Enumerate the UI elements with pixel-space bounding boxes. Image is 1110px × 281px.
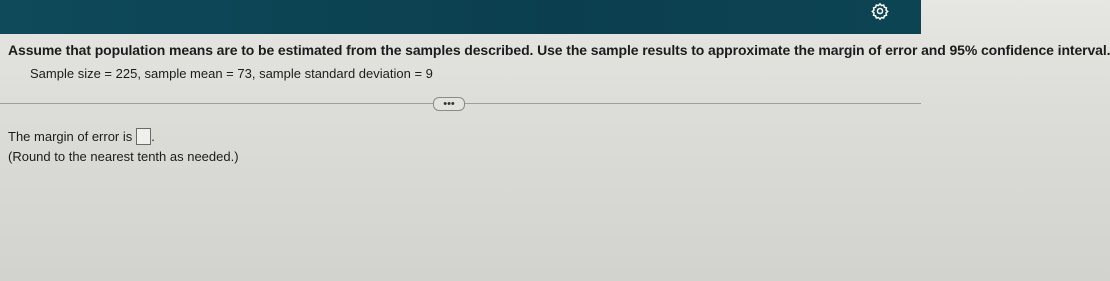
margin-of-error-input[interactable]: [136, 128, 151, 145]
settings-button[interactable]: [869, 0, 891, 22]
answer-prefix: The margin of error is: [8, 129, 133, 144]
top-bar: [0, 0, 921, 34]
answer-line: [8, 128, 155, 145]
rounding-note: (Round to the nearest tenth as needed.): [8, 149, 239, 164]
question-prompt: Assume that population means are to be estimated from the samples described. Use the sample results to approximate the margin of error and 95% confidence interval.: [8, 42, 1110, 58]
answer-suffix: .: [151, 129, 155, 144]
more-options-button[interactable]: •••: [433, 97, 465, 111]
gear-icon: [871, 2, 889, 20]
given-values: Sample size = 225, sample mean = 73, sample standard deviation = 9: [30, 66, 433, 81]
question-panel: [0, 34, 1110, 281]
